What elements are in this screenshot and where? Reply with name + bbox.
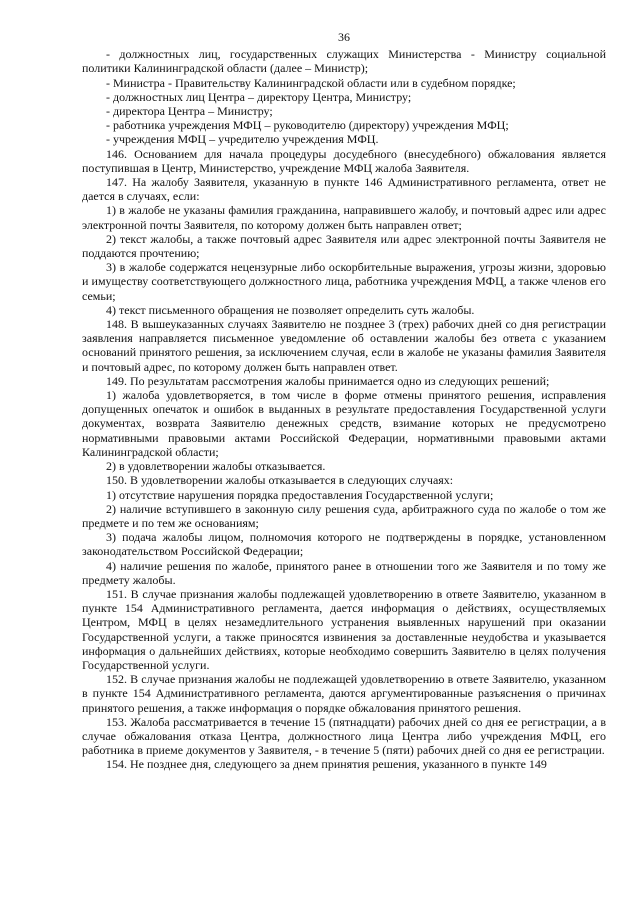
paragraph: 4) текст письменного обращения не позволяет определить суть жалобы. <box>106 302 475 317</box>
paragraph: 1) в жалобе не указаны фамилия гражданина, направившего жалобу, и почтовый адрес или адрес электронной почты Заявителя, по которому должен быть направлен ответ; <box>82 203 606 232</box>
paragraph: 150. В удовлетворении жалобы отказывается в следующих случаях: <box>106 473 454 488</box>
paragraph: 2) в удовлетворении жалобы отказывается. <box>106 459 326 474</box>
paragraph: - работника учреждения МФЦ – руководителю (директору) учреждения МФЦ; <box>106 118 509 133</box>
paragraph: 2) наличие вступившего в законную силу решения суда, арбитражного суда по жалобе о том же предмете и по тем же основаниям; <box>82 501 606 530</box>
page-number: 36 <box>338 30 350 44</box>
paragraph: - директора Центра – Министру; <box>106 104 273 119</box>
paragraph: 146. Основанием для начала процедуры досудебного (внесудебного) обжалования является поступившая в Центр, Министерство, учреждение МФЦ жалоба Заявителя. <box>82 146 606 175</box>
paragraph: 148. В вышеуказанных случаях Заявителю не позднее 3 (трех) рабочих дней со дня регистрации заявления направляется письменное уведомление об оставлении жалобы без ответа с указанием оснований принятого решения, за исключением случая, если в жалобе не указаны фамилия Заявителя и почтовый адрес, по которому должен быть направлен ответ. <box>82 317 606 374</box>
paragraph: 2) текст жалобы, а также почтовый адрес Заявителя или адрес электронной почты Заявителя не поддаются прочтению; <box>82 231 606 261</box>
paragraph: 154. Не позднее дня, следующего за днем принятия решения, указанного в пункте 149 <box>106 757 547 772</box>
paragraph: - должностных лиц Центра – директору Центра, Министру; <box>106 89 412 104</box>
paragraph: 4) наличие решения по жалобе, принятого ранее в отношении того же Заявителя и по тому же предмету жалобы. <box>82 558 606 587</box>
paragraph: - должностных лиц, государственных служащих Министерства - Министру социальной политики Калининградской области (далее – Министр); <box>82 47 606 76</box>
paragraph: 152. В случае признания жалобы не подлежащей удовлетворению в ответе Заявителю, указанном в пункте 154 Административного регламента, даются аргументированные разъяснения о причинах принятого решения, а также информация о порядке обжалования принятого решения. <box>82 672 606 715</box>
paragraph: 149. По результатам рассмотрения жалобы принимается одно из следующих решений; <box>106 373 550 388</box>
paragraph: 153. Жалоба рассматривается в течение 15 (пятнадцати) рабочих дней со дня ее регистрации, а в случае обжалования отказа Центра, должностного лица Центра либо учреждения МФЦ, его работника в приеме документов у Заявителя, - в течение 5 (пяти) рабочих дней со дня ее регистрации. <box>82 714 606 758</box>
paragraph: 3) в жалобе содержатся нецензурные либо оскорбительные выражения, угрозы жизни, здоровью и имуществу соответствующего должностного лица, работника учреждения МФЦ, а также членов его семьи; <box>82 260 606 303</box>
paragraph: 1) отсутствие нарушения порядка предоставления Государственной услуги; <box>106 487 494 502</box>
paragraph: - учреждения МФЦ – учредителю учреждения МФЦ. <box>106 132 379 147</box>
paragraph: 147. На жалобу Заявителя, указанную в пункте 146 Административного регламента, ответ не дается в случаях, если: <box>82 175 606 204</box>
paragraph: 3) подача жалобы лицом, полномочия которого не подтверждены в порядке, установленном законодательством Российской Федерации; <box>82 530 606 559</box>
paragraph: - Министра - Правительству Калининградской области или в судебном порядке; <box>106 75 516 90</box>
document-body <box>82 47 606 771</box>
paragraph: 1) жалоба удовлетворяется, в том числе в форме отмены принятого решения, исправления допущенных опечаток и ошибок в выданных в результате предоставления Государственной услуги документах, возврата Заявителю денежных средств, взимание которых не предусмотрено нормативными правовыми актами Российской Федерации, нормативными правовыми актами Калининградской области; <box>82 388 606 459</box>
paragraph: 151. В случае признания жалобы подлежащей удовлетворению в ответе Заявителю, указанном в пункте 154 Административного регламента, дается информация о действиях, осуществляемых Центром, МФЦ в целях незамедлительного устранения выявленных нарушений при оказании Государственной услуги, а также приносятся извинения за доставленные неудобства и указывается информация о дальнейших действиях, которые необходимо совершить Заявителю в целях получения Государственной услуги. <box>82 586 606 672</box>
